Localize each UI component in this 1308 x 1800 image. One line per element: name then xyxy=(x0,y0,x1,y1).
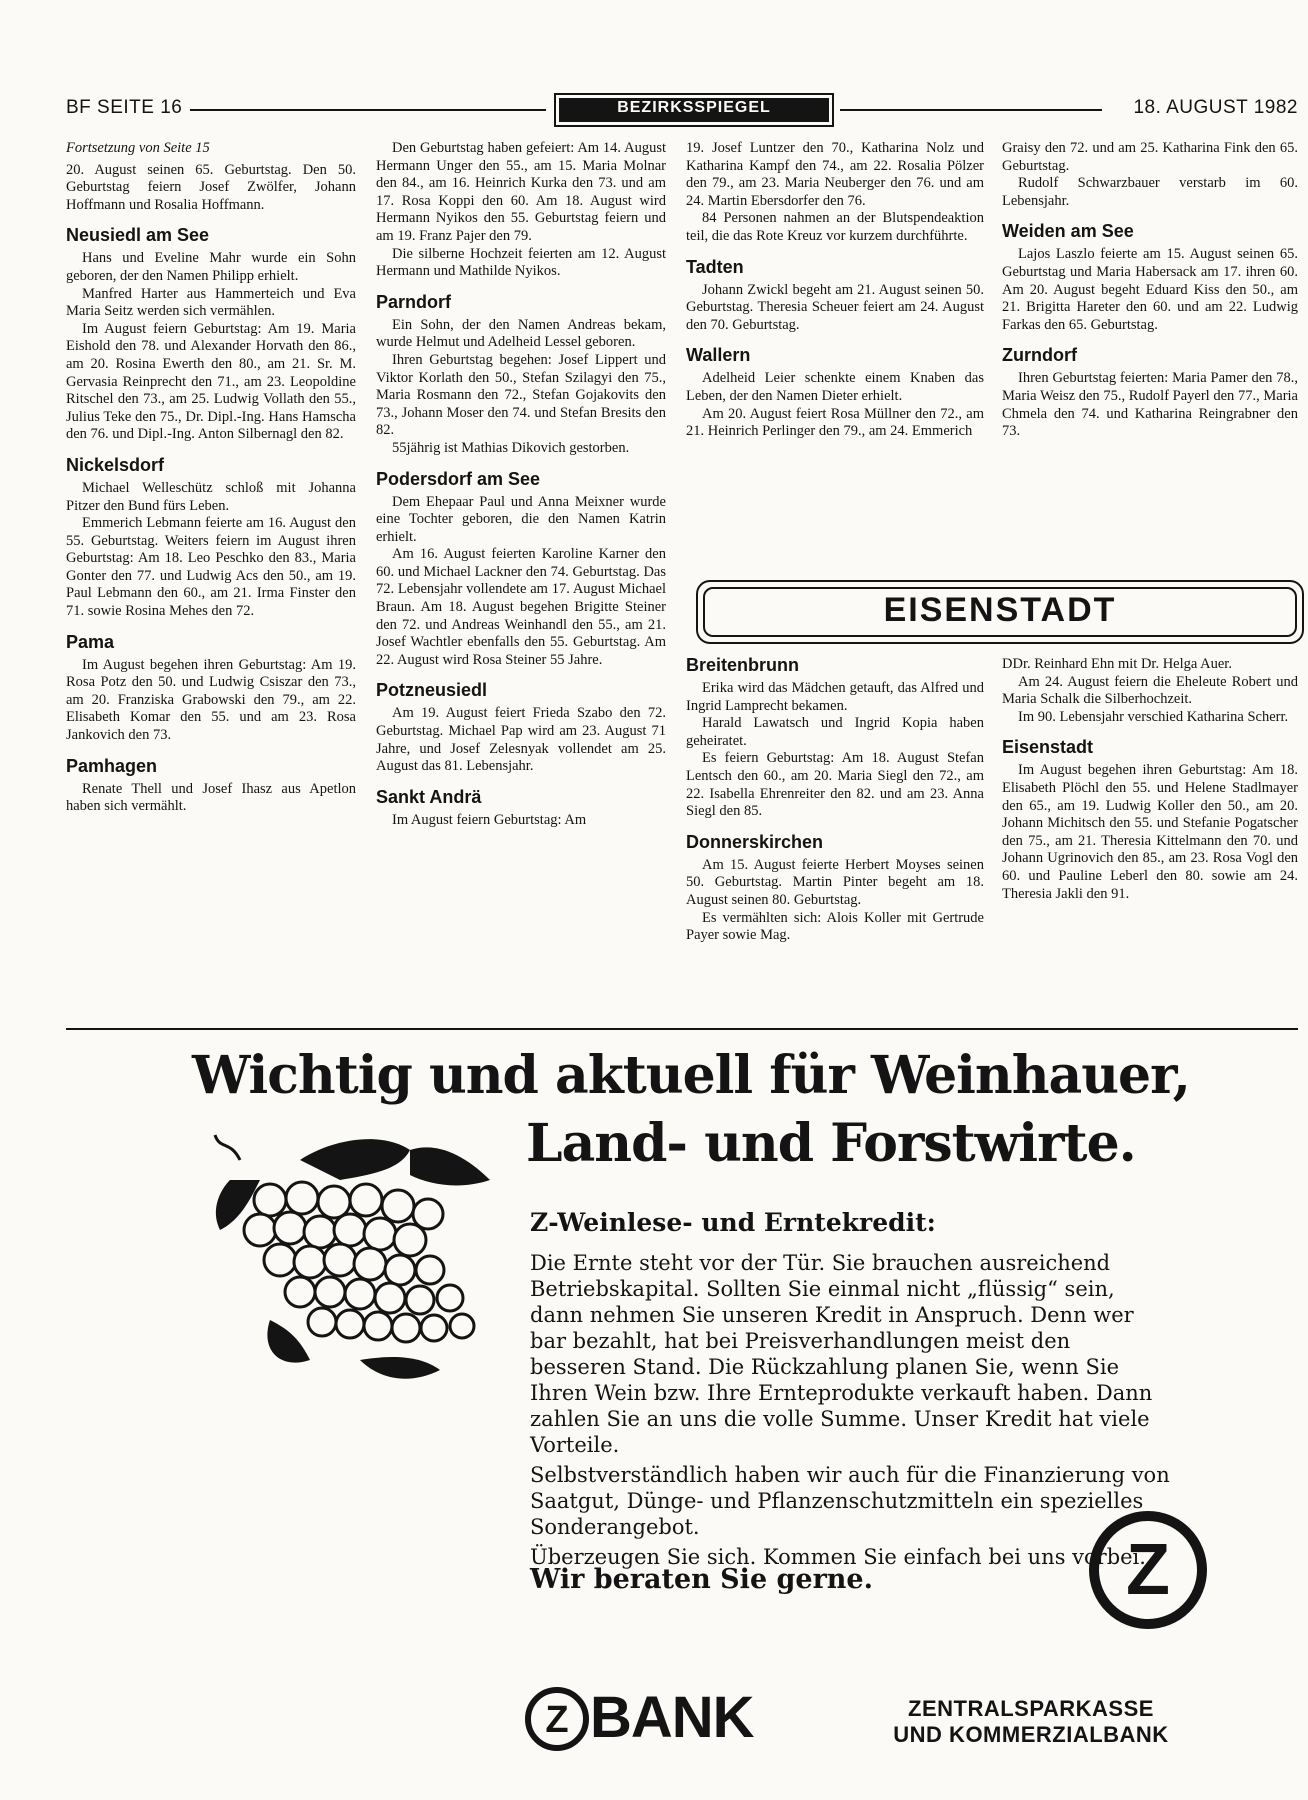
column-2 xyxy=(376,140,666,829)
eisenstadt-column-right xyxy=(1002,656,1298,903)
ad-closing-line: Wir beraten Sie gerne. xyxy=(530,1564,874,1595)
town-heading: Wallern xyxy=(686,345,751,366)
article-text: 20. August seinen 65. Geburtstag. Den 50. Geburtstag feiern Josef Zwölfer, Johann Hoffmann und Rosalia Hoffmann. xyxy=(66,161,356,213)
article-text: Im August feiern Geburtstag: Am xyxy=(392,811,587,828)
column-4 xyxy=(1002,140,1298,441)
bank-name-line-2: UND KOMMERZIALBANK xyxy=(893,1722,1169,1747)
bank-name xyxy=(866,1696,1196,1748)
article-text: Hans und Eveline Mahr wurde ein Sohn geboren, der den Namen Philipp erhielt. xyxy=(66,250,356,284)
continuation-note: Fortsetzung von Seite 15 xyxy=(66,140,210,156)
bank-wordmark: BANK xyxy=(590,1685,754,1750)
town-heading: Donnerskirchen xyxy=(686,831,824,852)
town-heading: Neusiedl am See xyxy=(66,225,210,246)
article-text: Michael Welleschütz schloß mit Johanna Pitzer den Bund fürs Leben. xyxy=(66,479,356,514)
bank-logo-icon xyxy=(524,1686,590,1752)
ad-paragraph: Die Ernte steht vor der Tür. Sie brauchen ausreichend Betriebskapital. Sollten Sie einmal nicht „flüssig“ sein, dann nehmen Sie unseren Kredit in Anspruch. Denn wer bar bezahlt, hat bei Preisverhandlungen meist den besseren Stand. Die Rückzahlung planen Sie, wenn Sie Ihren Wein bzw. Ihre Ernteprodukte verkauft haben. Dann zahlen Sie an uns die volle Summe. Unser Kredit hat viele Vorteile. xyxy=(530,1251,1153,1457)
ad-body xyxy=(530,1250,1170,1574)
bank-logo-letter: Z xyxy=(545,1699,569,1741)
article-text: Harald Lawatsch und Ingrid Kopia haben geheiratet. xyxy=(686,715,984,749)
article-text: Es feiern Geburtstag: Am 18. August Stefan Lentsch den 60., am 20. Maria Siegl den 72., am 22. Isabella Ehrenreiter den 82. und am 23. Anna Siegl den 85. xyxy=(686,750,984,820)
town-heading: Weiden am See xyxy=(1002,221,1134,242)
ad-paragraph: Selbstverständlich haben wir auch für die Finanzierung von Saatgut, Dünge- und Pflanzenschutzmitteln ein spezielles Sonderangebot. xyxy=(530,1463,1170,1539)
ad-paragraph: Überzeugen Sie sich. Kommen Sie einfach bei uns vorbei. xyxy=(530,1545,1146,1569)
article-text: Am 19. August feiert Frieda Szabo den 72. Geburtstag. Michael Pap wird am 23. August 71 Jahre, und Josef Zelesnyak vollendet am 25. August das 81. Lebensjahr. xyxy=(376,705,666,775)
article-text: Lajos Laszlo feierte am 15. August seinen 65. Geburtstag und Maria Habersack am 17. ihren 60. Am 20. August begeht Eduard Kiss den 50., am 21. Brigitta Hareter den 60. und am 22. Ludwig Farkas den 65. Geburtstag. xyxy=(1002,246,1298,333)
article-text: 55jährig ist Mathias Dikovich gestorben. xyxy=(392,439,630,456)
ad-headline-line-1: Wichtig und aktuell für Weinhauer, xyxy=(192,1045,1190,1106)
town-heading: Podersdorf am See xyxy=(376,468,541,489)
article-text: Emmerich Lebmann feierte am 16. August den 55. Geburtstag. Weiters feiern im August ihren Geburtstag: Am 18. Leo Peschko den 83., Maria Gonter den 77. und Ludwig Acs den 50., am 19. Paul Lebmann den 60., am 21. Irma Finster den 71. sowie Rosina Mehes den 72. xyxy=(66,515,356,620)
article-text: 84 Personen nahmen an der Blutspendeaktion teil, die das Rote Kreuz vor kurzem durchführte. xyxy=(686,210,984,244)
article-text: Am 24. August feiern die Eheleute Robert und Maria Schalk die Silberhochzeit. xyxy=(1002,673,1298,708)
bank-name-line-1: ZENTRALSPARKASSE xyxy=(908,1696,1154,1721)
article-text: Im August begehen ihren Geburtstag: Am 18. Elisabeth Plöchl den 55. und Helene Stadlmayer den 65., am 19. Ludwig Koller den 50., am 20. Johann Michitsch den 55. und Stefanie Pogatscher den 75., am 21. Theresia Kittelmann den 70. und Johann Ugrinovich den 85., am 23. Rosa Vogl den 60. und Pauline Leberl den 80. sowie am 24. Theresia Jakli den 91. xyxy=(1002,762,1298,902)
article-text: Renate Thell und Josef Ihasz aus Apetlon haben sich vermählt. xyxy=(66,780,356,815)
town-heading: Nickelsdorf xyxy=(66,454,165,475)
article-text: DDr. Reinhard Ehn mit Dr. Helga Auer. xyxy=(1002,656,1232,672)
article-text: Den Geburtstag haben gefeiert: Am 14. August Hermann Unger den 55., am 15. Maria Molnar den 84., am 16. Heinrich Kurka den 73. und am 17. Rosa Koppi den 60. Am 18. August wird Hermann Nyikos den 55. Geburtstag feiern und am 19. Franz Pajer den 79. xyxy=(376,140,666,244)
article-text: Johann Zwickl begeht am 21. August seinen 50. Geburtstag. Theresia Scheuer feiert am 24. August den 70. Geburtstag. xyxy=(686,281,984,333)
advertisement-divider xyxy=(66,1028,1298,1030)
bank-logo-large-letter: Z xyxy=(1126,1530,1170,1610)
header-rule-right xyxy=(840,109,1102,111)
town-heading: Zurndorf xyxy=(1002,345,1077,366)
ad-headline-line-2: Land- und Forstwirte. xyxy=(526,1113,1136,1174)
section-title: BEZIRKSSPIEGEL xyxy=(559,98,829,122)
town-heading: Parndorf xyxy=(376,291,452,312)
article-text: Am 20. August feiert Rosa Müllner den 72., am 21. Heinrich Perlinger den 79., am 24. Emmerich xyxy=(686,405,984,440)
article-text: 19. Josef Luntzer den 70., Katharina Nolz und Katharina Kampf den 74., am 22. Rosalia Pölzer den 79., am 23. Maria Neuberger den 76. und am 24. Martin Ebersdorfer den 76. xyxy=(686,140,984,209)
town-heading: Eisenstadt xyxy=(1002,737,1094,758)
page-date: 18. AUGUST 1982 xyxy=(1133,97,1298,118)
article-text: Die silberne Hochzeit feierten am 12. August Hermann und Mathilde Nyikos. xyxy=(376,245,666,280)
ad-subheadline: Z-Weinlese- und Erntekredit: xyxy=(530,1208,936,1237)
page-label: BF SEITE 16 xyxy=(66,97,183,118)
article-text: Manfred Harter aus Hammerteich und Eva Maria Seitz werden sich vermählen. xyxy=(66,285,356,320)
town-heading: Potzneusiedl xyxy=(376,680,488,701)
eisenstadt-banner-title: EISENSTADT xyxy=(703,587,1297,637)
town-heading: Tadten xyxy=(686,256,744,277)
column-1 xyxy=(66,140,356,816)
article-text: Im August begehen ihren Geburtstag: Am 19. Rosa Potz den 50. und Ludwig Csiszar den 73., am 20. Franziska Grabowski den 79., am 22. Elisabeth Komar den 55. und am 23. Rosa Jankovich den 73. xyxy=(66,656,356,744)
article-text: Erika wird das Mädchen getauft, das Alfred und Ingrid Lamprecht bekamen. xyxy=(686,680,984,714)
article-text: Im 90. Lebensjahr verschied Katharina Scherr. xyxy=(1018,708,1289,725)
article-text: Am 16. August feierten Karoline Karner den 60. und Michael Lackner den 74. Geburtstag. Das 72. Lebensjahr vollendete am 17. August Michael Braun. Am 18. August begehen Brigitte Steiner den 72. und Andreas Weinhandl den 55., am 21. Josef Wachtler ebenfalls den 55. Geburtstag. Am 22. August wird Rosa Steiner 55 Jahre. xyxy=(376,546,666,668)
article-text: Rudolf Schwarzbauer verstarb im 60. Lebensjahr. xyxy=(1002,175,1298,209)
page-header xyxy=(66,96,1298,126)
article-text: Es vermählten sich: Alois Koller mit Gertrude Payer sowie Mag. xyxy=(686,909,984,944)
section-title-box xyxy=(554,93,834,127)
town-heading: Pama xyxy=(66,631,115,652)
eisenstadt-banner xyxy=(696,580,1304,644)
article-text: Im August feiern Geburtstag: Am 19. Maria Eishold den 78. und Alexander Horvath den 86., am 20. Rosina Ewerth den 80., am 21. Sr. M. Gervasia Reinprecht den 71., am 23. Leopoldine Ritschel den 73., am 25. Ludwig Vollath den 55., Julius Teke den 75., Dr. Dipl.-Ing. Hans Hamscha den 76. und Dipl.-Ing. Anton Silbernagl den 82. xyxy=(66,320,356,443)
bank-logo-large-icon xyxy=(1088,1510,1208,1630)
grapes-icon xyxy=(210,1120,510,1420)
town-heading: Breitenbrunn xyxy=(686,655,800,675)
town-heading: Pamhagen xyxy=(66,755,158,776)
article-text: Am 15. August feierte Herbert Moyses seinen 50. Geburtstag. Martin Pinter begeht am 18. August seinen 80. Geburtstag. xyxy=(686,856,984,908)
eisenstadt-column-left xyxy=(686,654,984,945)
header-rule-left xyxy=(190,109,546,111)
article-text: Ein Sohn, der den Namen Andreas bekam, wurde Helmut und Adelheid Lessel geboren. xyxy=(376,316,666,351)
article-text: Graisy den 72. und am 25. Katharina Fink den 65. Geburtstag. xyxy=(1002,140,1298,174)
town-heading: Sankt Andrä xyxy=(376,786,482,807)
article-text: Dem Ehepaar Paul und Anna Meixner wurde eine Tochter geboren, die den Namen Katrin erhielt. xyxy=(376,493,666,545)
article-text: Adelheid Leier schenkte einem Knaben das Leben, der den Namen Dieter erhielt. xyxy=(686,370,984,404)
article-text: Ihren Geburtstag feierten: Maria Pamer den 78., Maria Weisz den 75., Rudolf Payerl den 77., Maria Chmela den 74. und Katharina Reingrabner den 73. xyxy=(1002,370,1298,440)
article-text: Ihren Geburtstag begehen: Josef Lippert und Viktor Korlath den 50., Stefan Szilagyi den 75., Maria Rosmann den 72., Stefan Gojakovits den 73., Johann Moser den 74. und Stefan Bresits den 82. xyxy=(376,351,666,439)
column-3 xyxy=(686,140,984,441)
